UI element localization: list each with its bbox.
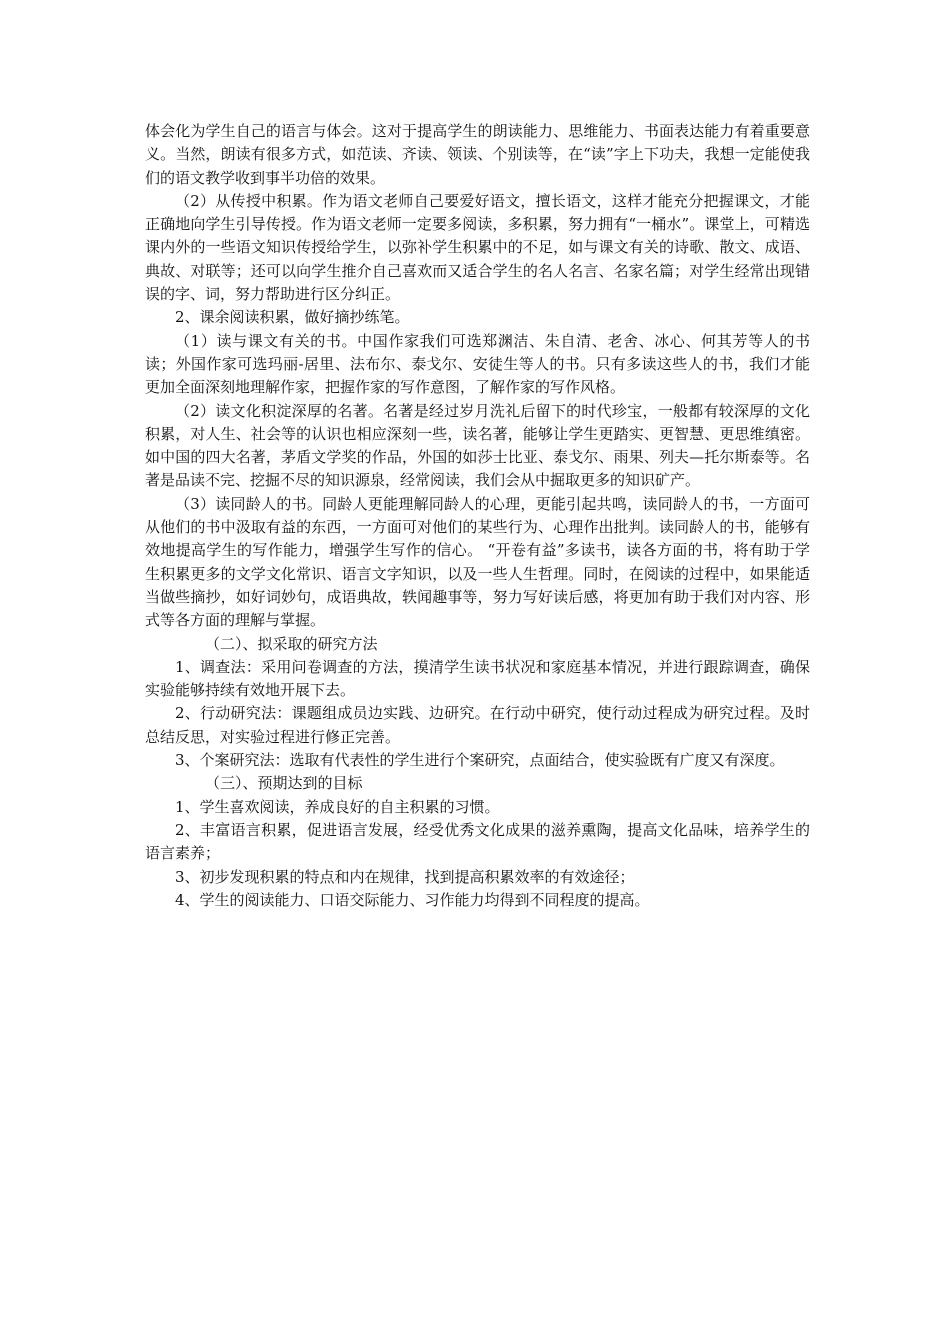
paragraph-goal-3: 3、初步发现积累的特点和内在规律，找到提高积累效率的有效途径； bbox=[175, 867, 635, 886]
section-heading-research-methods: （二）、拟采取的研究方法 bbox=[205, 634, 378, 653]
paragraph-case-study-method: 3、个案研究法：选取有代表性的学生进行个案研究，点面结合，使实验既有广度又有深度。 bbox=[175, 751, 785, 770]
paragraph-goal-1: 1、学生喜欢阅读，养成良好的自主积累的习惯。 bbox=[175, 797, 500, 816]
paragraph-read-peer-books: （3）读同龄人的书。同龄人更能理解同龄人的心理，更能引起共鸣，读同龄人的书，一方面可从他们的书中汲取有益的东西，一方面可对他们的某些行为、心理作出批判。读同龄人的书，能够有效地提高学生的写作能力，增强学生写作的信心。 “开卷有益”多读书，读各方面的书，将有助于学生积累更多的文学文化常识、语言文字知识，以及一些人生哲理。同时，在阅读的过程中，如果能适当做些摘抄，如好词妙句，成语典故，轶闻趣事等，努力写好读后感，将更加有助于我们对内容、形式等各方面的理解与掌握。 bbox=[145, 494, 810, 630]
paragraph-survey-method: 1、调查法：采用问卷调查的方法，摸清学生读书状况和家庭基本情况，并进行跟踪调查，确保实验能够持续有效地开展下去。 bbox=[145, 657, 810, 700]
paragraph-goal-4: 4、学生的阅读能力、口语交际能力、习作能力均得到不同程度的提高。 bbox=[175, 890, 650, 909]
section-heading-expected-goals: （三）、预期达到的目标 bbox=[205, 774, 363, 793]
paragraph-read-related-books: （1）读与课文有关的书。中国作家我们可选郑渊洁、朱自清、老舍、冰心、何其芳等人的书读；外国作家可选玛丽-居里、法布尔、泰戈尔、安徒生等人的书。只有多读这些人的书，我们才能更加全面深刻地理解作家，把握作家的写作意图，了解作家的写作风格。 bbox=[145, 331, 810, 397]
paragraph-action-research-method: 2、行动研究法：课题组成员边实践、边研究。在行动中研究，使行动过程成为研究过程。及时总结反思，对实验过程进行修正完善。 bbox=[145, 704, 810, 746]
paragraph-read-classics: （2）读文化积淀深厚的名著。名著是经过岁月洗礼后留下的时代珍宝，一般都有较深厚的文化积累，对人生、社会等的认识也相应深刻一些，读名著，能够让学生更踏实、更智慧、更思维缜密。如中国的四大名著，茅盾文学奖的作品，外国的如莎士比亚、泰戈尔、雨果、列夫—托尔斯泰等。名著是品读不完、挖掘不尽的知识源泉，经常阅读，我们会从中掘取更多的知识矿产。 bbox=[145, 401, 810, 490]
paragraph-extracurricular-reading: 2、课余阅读积累，做好摘抄练笔。 bbox=[175, 308, 410, 327]
paragraph-goal-2: 2、丰富语言积累，促进语言发展，经受优秀文化成果的滋养熏陶，提高文化品味，培养学生的语言素养； bbox=[145, 820, 810, 863]
paragraph-continued-reading-aloud: 体会化为学生自己的语言与体会。这对于提高学生的朗读能力、思维能力、书面表达能力有着重要意义。当然，朗读有很多方式，如范读、齐读、领读、个别读等，在“读”字上下功夫，我想一定能使我们的语文教学收到事半功倍的效果。 bbox=[145, 122, 810, 187]
paragraph-accumulate-from-teaching: （2）从传授中积累。作为语文老师自己要爱好语文，擅长语文，这样才能充分把握课文，才能正确地向学生引导传授。作为语文老师一定要多阅读，多积累，努力拥有“一桶水”。课堂上，可精选课内外的一些语文知识传授给学生，以弥补学生积累中的不足，如与课文有关的诗歌、散文、成语、典故、对联等；还可以向学生推介自己喜欢而又适合学生的名人名言、名家名篇；对学生经常出现错误的字、词，努力帮助进行区分纠正。 bbox=[145, 191, 810, 304]
document-page bbox=[145, 120, 810, 912]
